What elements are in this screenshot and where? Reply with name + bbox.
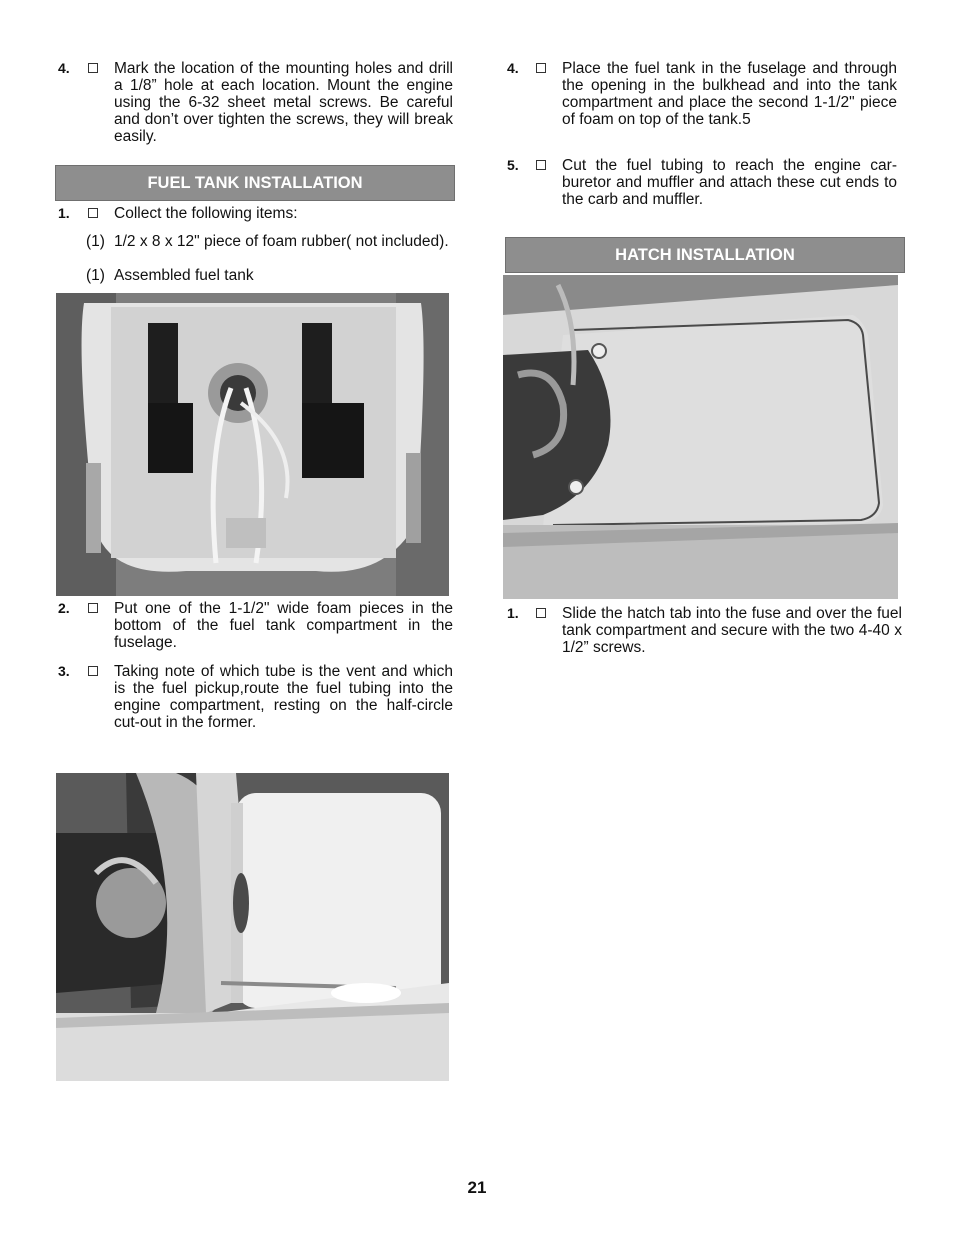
- checkbox[interactable]: [88, 603, 98, 613]
- checkbox[interactable]: [536, 160, 546, 170]
- step-text: Collect the following items:: [114, 205, 298, 222]
- checkbox[interactable]: [536, 608, 546, 618]
- list-item: [86, 233, 450, 269]
- step-text: Put one of the 1-1/2" wide foam pieces in the bottom of the fuel tank compartment in the fuselage.: [114, 600, 453, 651]
- checkbox[interactable]: [88, 208, 98, 218]
- step-number: 1.: [58, 205, 70, 221]
- photo-tank-in-fuselage: [56, 773, 449, 1081]
- checkbox[interactable]: [88, 666, 98, 676]
- step-number: 5.: [507, 157, 519, 173]
- right-step-5: [507, 157, 897, 212]
- left-step-3: [58, 663, 453, 735]
- item-text: 1/2 x 8 x 12" piece of foam rubber( not included).: [114, 233, 449, 250]
- page-number: 21: [467, 1178, 487, 1197]
- section-title: HATCH INSTALLATION: [615, 245, 795, 264]
- left-step-1: [58, 205, 453, 225]
- step-number: 2.: [58, 600, 70, 616]
- photo-hatch-installation: [503, 275, 898, 599]
- section-header-fuel-tank: [55, 165, 455, 201]
- photo-fuel-tank-compartment: [56, 293, 449, 596]
- checkbox[interactable]: [536, 63, 546, 73]
- left-step-4: [58, 60, 453, 150]
- section-header-hatch: [505, 237, 905, 273]
- step-text: Cut the fuel tubing to reach the engine car-buretor and muffler and attach these cut ends to the carb and muffler.: [562, 157, 897, 208]
- item-text: Assembled fuel tank: [114, 267, 254, 284]
- list-item: [86, 267, 450, 287]
- right-step-1: [507, 605, 902, 660]
- photo-drawing: [56, 773, 449, 1081]
- item-qty: (1): [86, 233, 105, 250]
- step-number: 3.: [58, 663, 70, 679]
- step-text: Taking note of which tube is the vent and which is the fuel pickup,route the fuel tubing into the engine compartment, resting on the half-circle cut-out in the former.: [114, 663, 453, 731]
- step-text: Place the fuel tank in the fuselage and through the opening in the bulkhead and into the tank compartment and place the second 1-1/2" piece of foam on top of the tank.5: [562, 60, 897, 128]
- step-number: 1.: [507, 605, 519, 621]
- section-title: FUEL TANK INSTALLATION: [147, 173, 363, 192]
- step-number: 4.: [507, 60, 519, 76]
- checkbox[interactable]: [88, 63, 98, 73]
- item-qty: (1): [86, 267, 105, 284]
- left-step-2: [58, 600, 453, 655]
- photo-drawing: [503, 275, 898, 599]
- step-text: Mark the location of the mounting holes and drill a 1/8” hole at each location. Mount the engine using the 6-32 sheet metal screws. Be careful and don’t over tighten the screws, they will break easily.: [114, 60, 453, 145]
- step-number: 4.: [58, 60, 70, 76]
- right-step-4: [507, 60, 897, 150]
- step-text: Slide the hatch tab into the fuse and over the fuel tank compartment and secure with the two 4-40 x 1/2” screws.: [562, 605, 902, 656]
- photo-drawing: [56, 293, 449, 596]
